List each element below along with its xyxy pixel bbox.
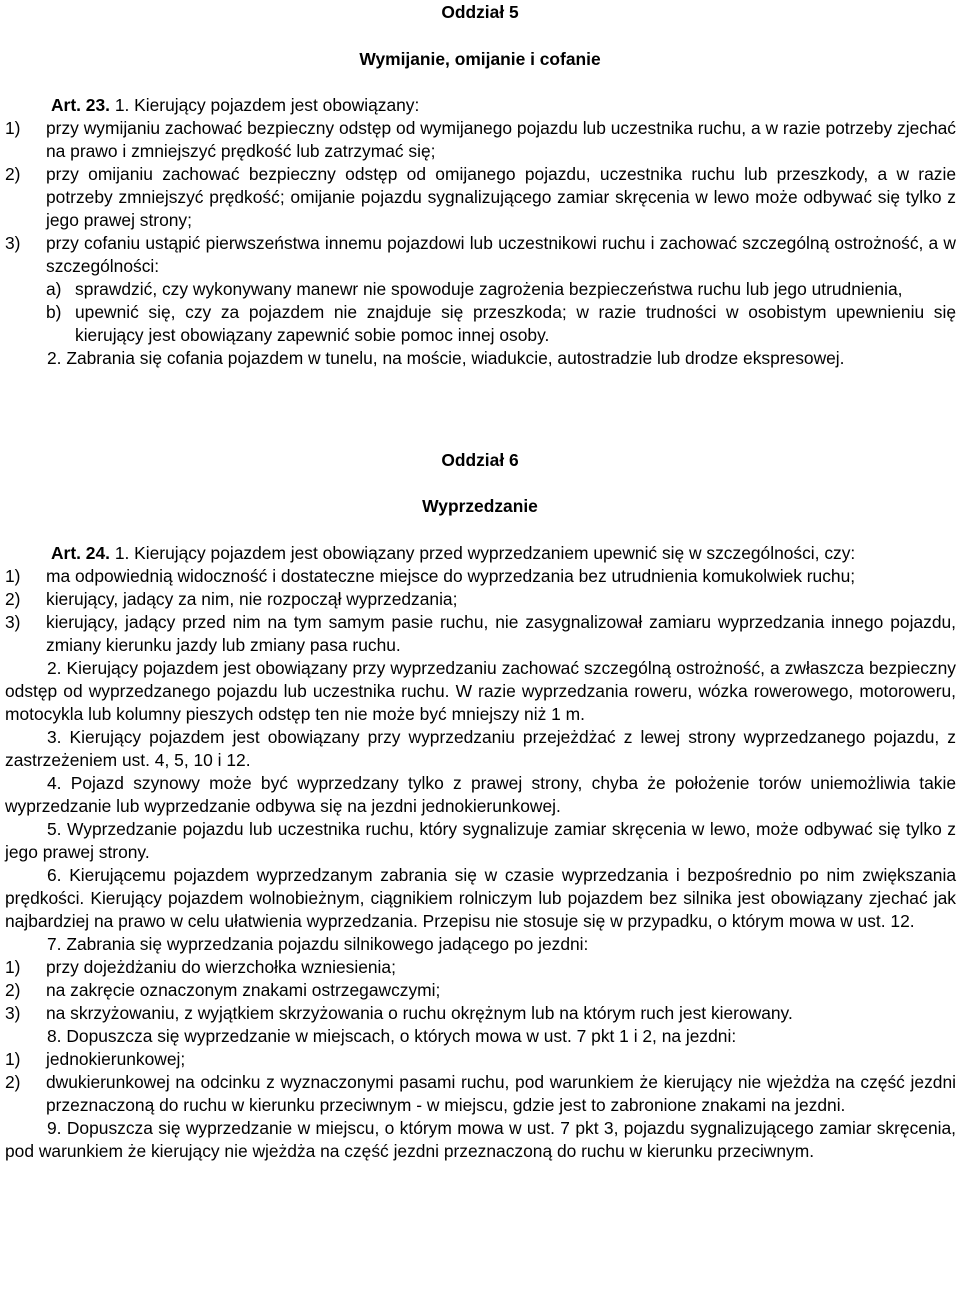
point-text: na zakręcie oznaczonym znakami ostrzegawczymi; xyxy=(46,980,441,1000)
letter-number: b) xyxy=(46,302,62,322)
letter-text: sprawdzić, czy wykonywany manewr nie spowoduje zagrożenia bezpieczeństwa ruchu lub jego utrudnienia, xyxy=(75,279,903,299)
letter-number: a) xyxy=(46,279,62,299)
art-24-ust-4: 4. Pojazd szynowy może być wyprzedzany tylko z prawej strony, chyba że położenie torów uniemożliwia takie wyprzedzanie lub wyprzedzanie odbywa się na jezdni jednokierunkowej. xyxy=(5,773,956,816)
section-5-title: Oddział 5 xyxy=(441,2,519,22)
point-number: 3) xyxy=(5,233,21,253)
point-number: 1) xyxy=(5,957,21,977)
art-23-point-1 xyxy=(5,117,956,163)
point-number: 3) xyxy=(5,612,21,632)
art-24-ust-6: 6. Kierującemu pojazdem wyprzedzanym zabrania się w czasie wyprzedzania i bezpośrednio po nim zwiększania prędkości. Kierujący pojazdem wolnobieżnym, ciągnikiem rolniczym lub pojazdem bez silnika jest obowiązany zjechać jak najbardziej na prawo w celu ułatwienia wyprzedzania. Przepisu nie stosuje się w przypadku, o którym mowa w ust. 12. xyxy=(5,865,956,931)
point-text: na skrzyżowaniu, z wyjątkiem skrzyżowania o ruchu okrężnym lub na którym ruch jest kierowany. xyxy=(46,1003,793,1023)
art-23-point-3 xyxy=(5,232,956,278)
point-number: 2) xyxy=(5,164,21,184)
art-24-ust-7-point-2 xyxy=(5,979,956,1002)
art-24-ust-5: 5. Wyprzedzanie pojazdu lub uczestnika ruchu, który sygnalizuje zamiar skręcenia w lewo, może odbywać się tylko z jego prawej strony. xyxy=(5,819,956,862)
article-23 xyxy=(5,94,956,370)
point-number: 1) xyxy=(5,118,21,138)
point-text: przy wymijaniu zachować bezpieczny odstęp od wymijanego pojazdu lub uczestnika ruchu, a w razie potrzeby zjechać na prawo i zmniejszyć prędkość lub zatrzymać się; xyxy=(46,118,956,161)
art-23-ust-2: 2. Zabrania się cofania pojazdem w tunelu, na moście, wiadukcie, autostradzie lub drodze ekspresowej. xyxy=(47,348,845,368)
art-23-label: Art. 23. xyxy=(51,95,110,115)
art-23-ust-1-text: Kierujący pojazdem jest obowiązany: xyxy=(134,95,420,115)
art-24-ust-9: 9. Dopuszcza się wyprzedzanie w miejscu, o którym mowa w ust. 7 pkt 3, pojazdu sygnalizującego zamiar skręcenia, pod warunkiem że kierujący nie wjeżdża na część jezdni przeznaczoną do ruchu w kierunku przeciwnym. xyxy=(5,1118,956,1161)
art-24-ust-3: 3. Kierujący pojazdem jest obowiązany przy wyprzedzaniu przejeżdżać z lewej strony wyprzedzanego pojazdu, z zastrzeżeniem ust. 4, 5, 10 i 12. xyxy=(5,727,956,770)
art-24-ust-1-text: Kierujący pojazdem jest obowiązany przed wyprzedzaniem upewnić się w szczególności, czy: xyxy=(134,543,856,563)
art-24-ust-1-num: 1. xyxy=(114,543,130,563)
section-6-subtitle: Wyprzedzanie xyxy=(422,496,538,516)
art-23-point-3-letter-a xyxy=(5,278,956,301)
art-24-point-1 xyxy=(5,565,956,588)
point-text: przy cofaniu ustąpić pierwszeństwa innemu pojazdowi lub uczestnikowi ruchu i zachować szczególną ostrożność, a w szczególności: xyxy=(46,233,956,276)
art-23-ust-1 xyxy=(5,94,956,117)
art-24-ust-8: 8. Dopuszcza się wyprzedzanie w miejscach, o których mowa w ust. 7 pkt 1 i 2, na jezdni: xyxy=(47,1026,737,1046)
point-text: kierujący, jadący za nim, nie rozpoczął wyprzedzania; xyxy=(46,589,458,609)
point-text: dwukierunkowej na odcinku z wyznaczonymi pasami ruchu, pod warunkiem że kierujący nie wjeżdża na część jezdni przeznaczoną do ruchu w kierunku przeciwnym - w miejscu, gdzie jest to zabronione znakami na jezdni. xyxy=(46,1072,956,1115)
point-number: 1) xyxy=(5,1049,21,1069)
section-5-subtitle: Wymijanie, omijanie i cofanie xyxy=(359,49,601,69)
art-24-ust-8-point-1 xyxy=(5,1048,956,1071)
art-24-ust-8-point-2 xyxy=(5,1071,956,1117)
art-24-ust-2: 2. Kierujący pojazdem jest obowiązany przy wyprzedzaniu zachować szczególną ostrożność, a zwłaszcza bezpieczny odstęp od wyprzedzanego pojazdu lub uczestnika ruchu. W razie wyprzedzania roweru, wózka rowerowego, motoroweru, motocykla lub kolumny pieszych odstęp ten nie może być mniejszy niż 1 m. xyxy=(5,658,956,724)
point-text: przy omijaniu zachować bezpieczny odstęp od omijanego pojazdu, uczestnika ruchu lub przeszkody, a w razie potrzeby zmniejszyć prędkość; omijanie pojazdu sygnalizującego zamiar skręcenia w lewo może odbywać się tylko z jego prawej strony; xyxy=(46,164,956,230)
article-24 xyxy=(5,542,956,1163)
point-number: 2) xyxy=(5,1072,21,1092)
letter-text: upewnić się, czy za pojazdem nie znajduje się przeszkoda; w razie trudności w osobistym upewnieniu się kierujący jest obowiązany zapewnić sobie pomoc innej osoby. xyxy=(75,302,956,345)
art-24-label: Art. 24. xyxy=(51,543,110,563)
art-24-ust-7-point-1 xyxy=(5,956,956,979)
art-23-point-3-letter-b xyxy=(5,301,956,347)
art-24-ust-1 xyxy=(5,542,956,565)
point-number: 1) xyxy=(5,566,21,586)
point-text: ma odpowiednią widoczność i dostateczne miejsce do wyprzedzania bez utrudnienia komukolwiek ruchu; xyxy=(46,566,856,586)
art-24-point-2 xyxy=(5,588,956,611)
section-6-title: Oddział 6 xyxy=(441,450,519,470)
point-number: 3) xyxy=(5,1003,21,1023)
point-number: 2) xyxy=(5,980,21,1000)
art-24-point-3 xyxy=(5,611,956,657)
point-text: jednokierunkowej; xyxy=(46,1049,186,1069)
point-text: przy dojeżdżaniu do wierzchołka wzniesienia; xyxy=(46,957,396,977)
art-24-ust-7-point-3 xyxy=(5,1002,956,1025)
point-text: kierujący, jadący przed nim na tym samym pasie ruchu, nie zasygnalizował zamiaru wyprzedzania innego pojazdu, zmiany kierunku jazdy lub zmiany pasa ruchu. xyxy=(46,612,956,655)
art-23-point-2 xyxy=(5,163,956,232)
art-24-ust-7: 7. Zabrania się wyprzedzania pojazdu silnikowego jadącego po jezdni: xyxy=(47,934,589,954)
art-23-ust-1-num: 1. xyxy=(114,95,130,115)
point-number: 2) xyxy=(5,589,21,609)
